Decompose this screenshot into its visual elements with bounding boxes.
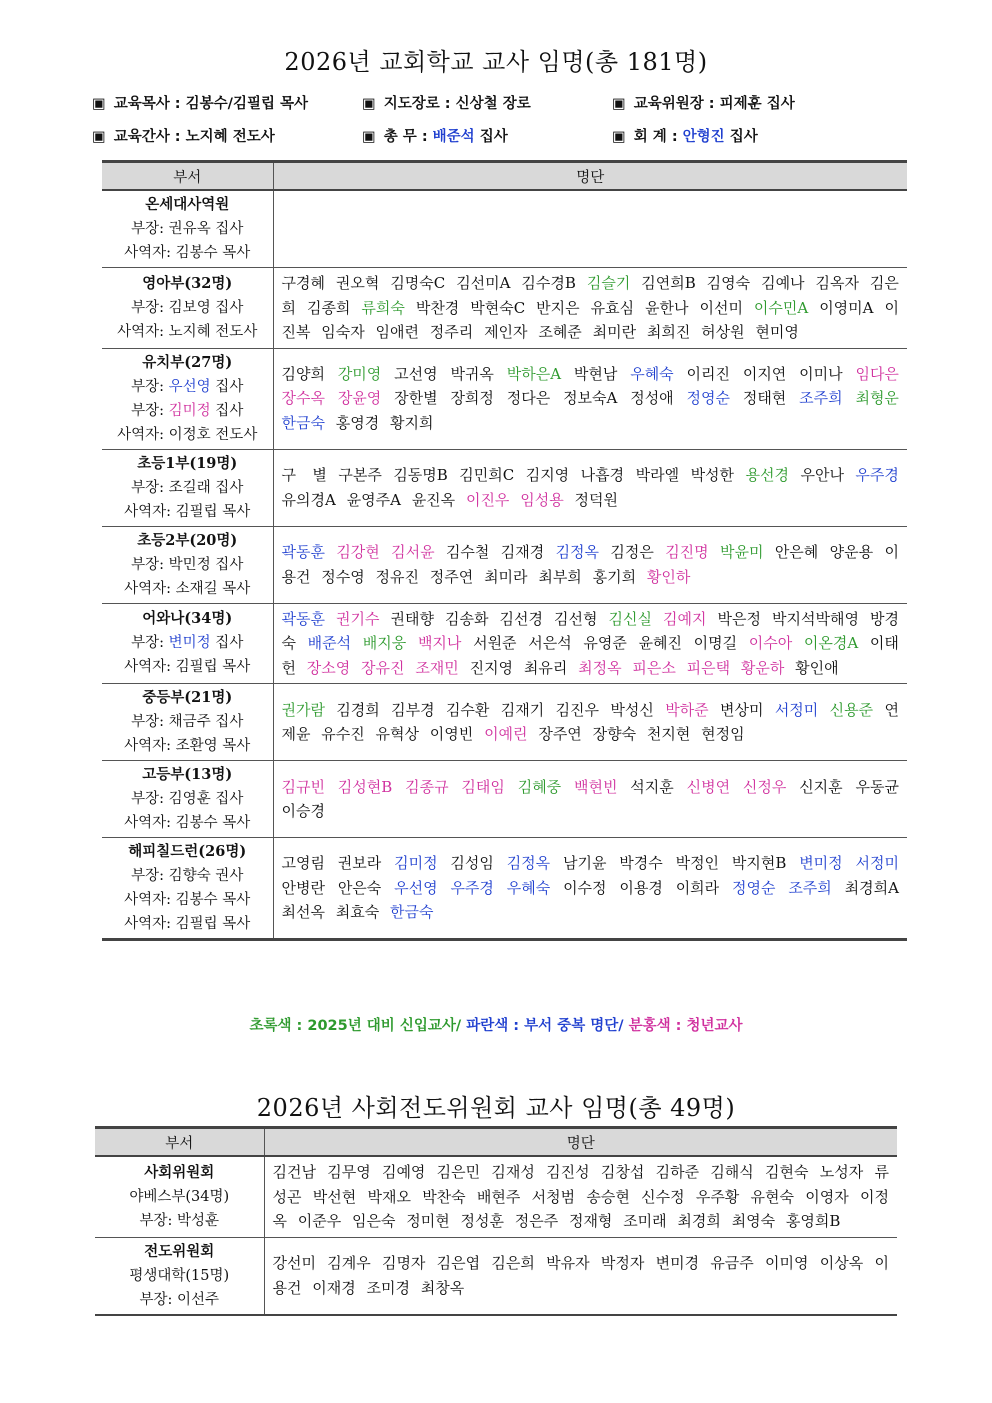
department-staff <box>104 375 271 399</box>
member-name: 현미영 <box>755 323 799 341</box>
member-name: 유영준 <box>583 634 627 652</box>
committee-cell <box>95 1237 264 1315</box>
member-name: 김수경B <box>521 274 576 292</box>
legend-item: 분홍색 : 청년교사 <box>623 1018 743 1034</box>
member-name: 박지석박해영 <box>772 609 859 628</box>
member-name: 백지나 <box>417 634 462 652</box>
member-name: 유의경A <box>281 490 336 509</box>
member-name: 서정미 <box>774 700 819 719</box>
page-title: 2026년 교회학교 교사 임명(총 181명) <box>284 48 708 76</box>
member-name: 이온경A <box>803 634 859 652</box>
department-name: 유치부(27명) <box>142 353 233 371</box>
department-staff: 부장: 권유옥 집사 <box>131 221 244 237</box>
member-name: 현정임 <box>701 725 745 743</box>
member-name: 정보숙A <box>563 389 618 408</box>
member-name: 이명길 <box>693 634 738 652</box>
member-name: 김선형 <box>554 609 598 628</box>
member-name: 양운용 <box>829 543 874 561</box>
member-name: 김신실 <box>608 609 652 628</box>
member-name: 윤진옥 <box>411 490 456 509</box>
member-name: 우주경 <box>450 878 494 897</box>
member-name: 박현남 <box>573 364 618 383</box>
department-name: 해피칠드런(26명) <box>128 843 247 860</box>
department-row <box>102 526 907 603</box>
department-staff: 부장: 김영훈 집사 <box>131 791 244 807</box>
department-cell <box>102 684 273 761</box>
department-name: 중등부(21명) <box>142 689 233 706</box>
member-name: 박경수 <box>619 854 663 873</box>
member-name: 김슬기 <box>586 274 631 292</box>
member-name: 서정미 <box>855 854 899 873</box>
member-name: 이미나 <box>799 364 843 383</box>
info-label: 총 무 : <box>383 129 433 145</box>
department-staff: 부장: 조길래 집사 <box>131 479 244 496</box>
bullet-icon: ▣ <box>362 129 376 145</box>
member-name: 용선경 <box>745 466 789 484</box>
member-name: 권기수 <box>336 609 380 628</box>
member-name: 김예나 <box>761 274 805 292</box>
member-name: 장소영 <box>306 658 351 677</box>
info-name: 배준석 <box>432 129 475 145</box>
member-name: 김종규 <box>405 777 449 796</box>
member-name: 박성한 <box>690 466 735 484</box>
member-name: 김선미A <box>456 274 511 292</box>
member-name: 김규빈 <box>281 777 325 796</box>
member-name: 천지현 <box>646 725 691 743</box>
committee-cell <box>95 1156 264 1237</box>
department-staff: 사역자: 조환영 목사 <box>124 738 251 754</box>
member-name: 정주연 <box>429 567 474 586</box>
committee-members: 김건남 김무영 김예영 김은민 김재성 김진성 김창섭 김하준 김해식 김현숙 노성자 류성곤 박선현 박재오 박찬숙 배현주 서청범 송승현 신수정 우주황 유현숙 이영자 이정옥 이준우 임은숙 정미현 정성훈 정은주 정재형 조미래 최경희 최영숙 홍영희B <box>264 1156 897 1237</box>
member-name: 김정옥 <box>555 543 600 561</box>
member-list <box>273 838 907 940</box>
member-name: 김지영 <box>525 466 570 484</box>
member-name: 이선미 <box>699 298 743 317</box>
committee-name: 전도위원회 <box>144 1242 215 1260</box>
committee-row <box>95 1156 897 1237</box>
member-name: 이용건 <box>281 543 899 586</box>
department-staff: 사역자: 김봉수 목사 <box>124 892 251 908</box>
member-name: 최미란 <box>592 323 637 341</box>
member-list <box>273 449 907 526</box>
committee-name: 사회위원회 <box>144 1163 215 1181</box>
member-name: 피은소 <box>632 658 676 677</box>
member-name: 정수영 <box>321 567 365 586</box>
department-staff: 사역자: 이정호 전도사 <box>117 426 258 443</box>
department-staff: 부장: 김보영 집사 <box>131 299 244 316</box>
member-name: 장윤영 <box>337 389 382 408</box>
member-name: 우동균 <box>855 777 899 796</box>
info-label: 교육위원장 : 피제훈 집사 <box>633 96 795 112</box>
member-name: 정덕원 <box>574 490 618 509</box>
staff-name: 우선영 <box>168 378 211 395</box>
info-item <box>612 92 795 113</box>
social-table <box>95 1126 897 1316</box>
member-name: 이예린 <box>484 725 528 743</box>
member-name: 진지영 <box>469 658 514 677</box>
member-name: 이수아 <box>748 634 793 652</box>
member-name: 장희정 <box>450 389 494 408</box>
member-name: 권보라 <box>337 854 382 873</box>
member-name: 김정옥 <box>506 854 551 873</box>
member-name: 변상미 <box>720 700 764 719</box>
department-staff: 사역자: 김봉수 목사 <box>124 815 251 831</box>
member-name: 권오혁 <box>335 274 380 292</box>
member-name: 우혜숙 <box>506 878 551 897</box>
member-name: 서은석 <box>528 634 572 652</box>
committee-info: 평생대학(15명) <box>129 1267 230 1284</box>
department-cell <box>102 838 273 940</box>
member-name: 박지현B <box>731 854 787 873</box>
member-name: 정영순 <box>686 389 730 408</box>
member-list <box>273 761 907 838</box>
department-cell <box>102 268 273 349</box>
member-name: 김연희B <box>641 274 696 292</box>
department-name: 영아부(32명) <box>142 274 233 292</box>
section-title-social: 2026년 사회전도위원회 교사 임명(총 49명) <box>256 1094 736 1122</box>
member-name: 이영미A <box>819 298 874 317</box>
department-staff: 사역자: 김봉수 목사 <box>124 245 251 261</box>
member-name: 황운하 <box>740 658 785 677</box>
member-name: 박라엘 <box>635 466 680 484</box>
department-cell <box>102 190 273 268</box>
member-name: 정다은 <box>506 389 551 408</box>
member-name: 김은희 <box>281 274 899 317</box>
member-name: 김동명B <box>393 466 448 484</box>
member-name: 황지희 <box>390 413 434 432</box>
member-name: 김종희 <box>306 298 351 317</box>
member-name: 정태현 <box>742 389 787 408</box>
info-name: 안형진 <box>682 129 725 145</box>
member-name: 장향숙 <box>592 725 637 743</box>
member-name: 석지훈 <box>630 777 674 796</box>
member-name: 류희숙 <box>361 298 405 317</box>
bullet-icon: ▣ <box>612 129 626 145</box>
member-name: 신용준 <box>829 700 874 719</box>
member-name: 최효숙 <box>335 903 380 922</box>
member-name: 박은정 <box>717 609 761 628</box>
department-cell <box>102 526 273 603</box>
member-name: 박하은A <box>506 364 562 383</box>
staff-prefix: 부장: <box>131 635 169 652</box>
member-name: 임숙자 <box>321 323 365 341</box>
member-name: 한금숙 <box>390 903 434 922</box>
member-name: 방경숙 <box>281 609 899 652</box>
member-name: 김서윤 <box>391 543 435 561</box>
member-name: 최미라 <box>484 567 528 586</box>
member-name: 서원준 <box>473 634 517 652</box>
department-staff: 사역자: 김필립 목사 <box>124 916 251 932</box>
department-cell <box>102 348 273 449</box>
member-name: 황인하 <box>646 567 691 586</box>
member-name: 김선경 <box>499 609 543 628</box>
department-cell <box>102 449 273 526</box>
member-name: 우안나 <box>800 466 844 484</box>
member-name: 이태헌 <box>281 634 899 677</box>
member-name: 장주연 <box>538 725 582 743</box>
department-cell <box>102 761 273 838</box>
member-name: 신병연 <box>686 777 731 796</box>
department-row <box>102 838 907 940</box>
member-name: 정영순 <box>732 878 776 897</box>
info-label: 교육간사 : 노지혜 전도사 <box>113 129 275 145</box>
member-name: 김정은 <box>610 543 654 561</box>
department-staff <box>104 399 271 423</box>
member-name: 안병란 <box>281 878 325 897</box>
department-staff: 부장: 채금주 집사 <box>131 714 244 730</box>
member-name: 임다은 <box>855 364 899 383</box>
department-name: 온세대사역원 <box>145 196 230 213</box>
member-name: 이희라 <box>675 878 720 897</box>
department-staff: 사역자: 노지혜 전도사 <box>117 323 258 340</box>
legend-item: 초록색 : 2025년 대비 신입교사/ <box>249 1018 462 1034</box>
member-name: 안은혜 <box>774 543 819 561</box>
staff-suffix: 집사 <box>210 635 244 652</box>
member-name: 곽동훈 <box>281 609 325 628</box>
department-row <box>102 348 907 449</box>
header-dept: 부서 <box>102 162 273 191</box>
member-name: 제인자 <box>484 323 528 341</box>
member-name: 박찬경 <box>415 298 460 317</box>
department-row <box>102 449 907 526</box>
member-name: 우선영 <box>394 878 438 897</box>
staff-prefix: 부장: <box>131 378 169 395</box>
member-name: 구 별 <box>281 466 327 484</box>
info-item <box>92 125 275 146</box>
staff-name: 변미정 <box>168 635 211 652</box>
member-name: 최경희A <box>844 878 899 897</box>
member-name: 김옥자 <box>815 274 859 292</box>
info-label: 회 계 : <box>633 129 683 145</box>
member-name: 장수옥 <box>281 389 325 408</box>
member-name: 이수정 <box>563 878 607 897</box>
member-name: 김성임 <box>450 854 494 873</box>
member-name: 유혁상 <box>375 725 420 743</box>
member-name: 김강현 <box>336 543 380 561</box>
member-name: 김진명 <box>665 543 709 561</box>
bullet-icon: ▣ <box>92 96 106 112</box>
member-name: 피은택 <box>686 658 731 677</box>
member-name: 우주경 <box>855 466 899 484</box>
member-name: 김경희 <box>336 700 380 719</box>
info-suffix: 집사 <box>724 129 758 145</box>
member-name: 김명숙C <box>390 274 446 292</box>
department-row <box>102 684 907 761</box>
department-staff <box>104 631 271 655</box>
member-name: 권가람 <box>281 700 325 719</box>
member-name: 김재경 <box>500 543 545 561</box>
header-names: 명단 <box>273 162 907 191</box>
member-name: 정유진 <box>375 567 420 586</box>
member-name: 최형운 <box>855 389 899 408</box>
member-name: 장유진 <box>361 658 405 677</box>
department-staff: 사역자: 김필립 목사 <box>124 503 251 520</box>
member-name: 우혜숙 <box>630 364 674 383</box>
info-item <box>612 125 758 146</box>
member-name: 이용경 <box>619 878 663 897</box>
department-name: 고등부(13명) <box>142 766 233 783</box>
bullet-icon: ▣ <box>612 96 626 112</box>
teacher-table <box>102 160 907 941</box>
member-name: 고선영 <box>394 364 438 383</box>
member-name: 구경혜 <box>281 274 325 292</box>
member-name: 한금숙 <box>281 413 325 432</box>
member-name: 홍기희 <box>592 567 637 586</box>
info-label: 교육목사 : 김봉수/김필립 목사 <box>113 96 309 112</box>
member-name: 김양희 <box>281 364 325 383</box>
member-name: 김수환 <box>445 700 490 719</box>
member-name: 변미정 <box>799 854 843 873</box>
info-suffix: 집사 <box>474 129 508 145</box>
member-name: 정성애 <box>630 389 674 408</box>
department-row <box>102 761 907 838</box>
department-staff: 부장: 박민정 집사 <box>131 556 244 573</box>
member-name: 이승경 <box>281 802 325 820</box>
member-name: 이리진 <box>686 364 730 383</box>
member-name: 정주리 <box>429 323 474 341</box>
member-name: 안은숙 <box>337 878 382 897</box>
member-name: 배준석 <box>307 634 352 652</box>
member-name: 조주희 <box>799 389 843 408</box>
department-name: 어와나(34명) <box>142 610 233 628</box>
member-name: 이진우 <box>465 490 510 509</box>
member-name: 유효심 <box>590 298 635 317</box>
member-name: 이진복 <box>281 298 899 341</box>
member-list <box>273 268 907 349</box>
member-list <box>273 348 907 449</box>
member-name: 이수민A <box>753 298 809 317</box>
member-name: 장한별 <box>394 389 438 408</box>
member-name: 윤혜진 <box>638 634 682 652</box>
committee-info: 야베스부(34명) <box>129 1188 230 1205</box>
member-name: 김혜중 <box>517 777 562 796</box>
member-name: 나흡경 <box>580 466 625 484</box>
department-name: 초등2부(20명) <box>137 531 238 549</box>
member-name: 박성신 <box>610 700 654 719</box>
member-name: 김수철 <box>445 543 490 561</box>
member-name: 황인애 <box>795 658 839 677</box>
member-list <box>273 684 907 761</box>
member-list <box>273 190 907 268</box>
member-list <box>273 526 907 603</box>
staff-suffix: 집사 <box>210 402 244 419</box>
info-item <box>92 92 308 113</box>
member-name: 조주희 <box>788 878 832 897</box>
legend-item: 파란색 : 부서 중복 명단/ <box>461 1018 624 1034</box>
member-name: 박귀옥 <box>450 364 494 383</box>
member-name: 최유리 <box>523 658 568 677</box>
member-name: 최부희 <box>538 567 582 586</box>
member-name: 김예지 <box>663 609 707 628</box>
member-name: 김부경 <box>391 700 435 719</box>
member-name: 윤영주A <box>346 490 401 509</box>
member-name: 백현빈 <box>574 777 618 796</box>
committee-members: 강선미 김계우 김명자 김은엽 김은희 박유자 박정자 변미경 유금주 이미영 이상옥 이용건 이재경 조미경 최창옥 <box>264 1237 897 1315</box>
member-name: 임애련 <box>375 323 420 341</box>
member-name: 최희진 <box>646 323 691 341</box>
member-name: 강미영 <box>337 364 382 383</box>
member-name: 박윤미 <box>720 543 764 561</box>
department-staff: 사역자: 김필립 목사 <box>124 659 251 676</box>
member-list <box>273 603 907 684</box>
member-name: 김민희C <box>459 466 515 484</box>
department-staff: 사역자: 소재길 목사 <box>124 580 251 597</box>
member-name: 김진우 <box>555 700 600 719</box>
member-name: 권태향 <box>390 609 434 628</box>
social-header-dept: 부서 <box>95 1128 264 1157</box>
member-name: 임성용 <box>520 490 564 509</box>
staff-name: 김미정 <box>168 402 211 419</box>
bullet-icon: ▣ <box>362 96 376 112</box>
member-name: 이지연 <box>742 364 787 383</box>
member-name: 최선옥 <box>281 903 325 922</box>
member-name: 조재민 <box>415 658 459 677</box>
member-name: 남기윤 <box>562 854 607 873</box>
staff-suffix: 집사 <box>210 378 244 395</box>
member-name: 김재기 <box>500 700 545 719</box>
member-name: 김태임 <box>461 777 505 796</box>
member-name: 박현숙C <box>470 298 526 317</box>
staff-prefix: 부장: <box>131 402 169 419</box>
member-name: 배지웅 <box>362 634 407 652</box>
member-name: 김미정 <box>394 854 438 873</box>
member-name: 윤한나 <box>645 298 689 317</box>
member-name: 곽동훈 <box>281 543 325 561</box>
member-name: 최정옥 <box>578 658 622 677</box>
member-name: 허상원 <box>701 323 745 341</box>
info-item <box>362 92 531 113</box>
member-name: 연제윤 <box>281 700 899 743</box>
member-name: 유수진 <box>321 725 365 743</box>
department-row <box>102 268 907 349</box>
committee-info: 부장: 박성훈 <box>139 1212 220 1229</box>
member-name: 구본주 <box>338 466 382 484</box>
committee-info: 부장: 이선주 <box>139 1291 220 1308</box>
bullet-icon: ▣ <box>92 129 106 145</box>
member-name: 박하준 <box>665 700 709 719</box>
member-name: 박정인 <box>675 854 720 873</box>
department-staff: 부장: 김향숙 권사 <box>131 868 244 884</box>
member-name: 이영빈 <box>429 725 474 743</box>
member-name: 고영림 <box>281 854 325 873</box>
department-name: 초등1부(19명) <box>137 454 238 472</box>
member-name: 반지은 <box>536 298 580 317</box>
color-legend <box>0 1014 992 1035</box>
department-cell <box>102 603 273 684</box>
member-name: 김송화 <box>445 609 489 628</box>
department-row <box>102 190 907 268</box>
info-label: 지도장로 : 신상철 장로 <box>383 96 531 112</box>
member-name: 조혜준 <box>538 323 582 341</box>
member-name: 김성현B <box>337 777 393 796</box>
member-name: 김영숙 <box>706 274 751 292</box>
info-item <box>362 125 508 146</box>
committee-row <box>95 1237 897 1315</box>
member-name: 신정우 <box>742 777 787 796</box>
member-name: 신지훈 <box>799 777 843 796</box>
social-header-names: 명단 <box>264 1128 897 1157</box>
department-row <box>102 603 907 684</box>
member-name: 홍영경 <box>335 413 380 432</box>
